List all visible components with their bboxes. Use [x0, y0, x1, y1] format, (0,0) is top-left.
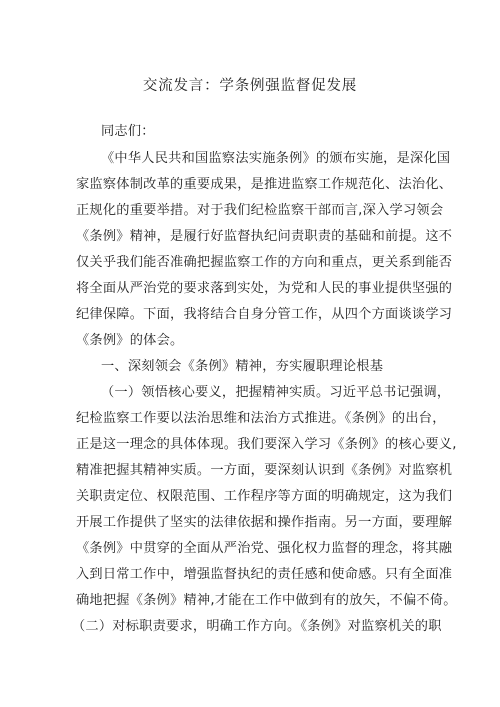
paragraph-line: 《条例》精神，是履行好监督执纪问责职责的基础和前提。这不: [76, 229, 453, 244]
paragraph-line: 《条例》中贯穿的全面从严治党、强化权力监督的理念，将其融: [76, 541, 453, 556]
paragraph-line: 《中华人民共和国监察法实施条例》的颁布实施，是深化国: [101, 151, 451, 166]
paragraph-line: 开展工作提供了坚实的法律依据和操作指南。另一方面，要理解: [76, 515, 453, 530]
paragraph-line: 关职责定位、权限范围、工作程序等方面的明确规定，这为我们: [76, 489, 453, 504]
paragraph-line: 纪律保障。下面，我将结合自身分管工作，从四个方面谈谈学习: [76, 307, 453, 322]
salutation: 同志们：: [101, 124, 155, 139]
document-title: 交流发言：学条例强监督促发展: [142, 78, 358, 94]
paragraph-line: 将全面从严治党的要求落到实处，为党和人民的事业提供坚强的: [76, 281, 453, 296]
section-heading: 一、深刻领会《条例》精神，夯实履职理论根基: [101, 359, 384, 374]
subsection-line: （二）对标职责要求，明确工作方向。《条例》对监察机关的职: [72, 619, 442, 634]
paragraph-line: 仅关乎我们能否准确把握监察工作的方向和重点，更关系到能否: [76, 255, 453, 270]
paragraph-line: 家监察体制改革的重要成果，是推进监察工作规范化、法治化、: [76, 177, 453, 192]
paragraph-line: 入到日常工作中，增强监督执纪的责任感和使命感。只有全面准: [76, 567, 453, 582]
subsection-line: （一）领悟核心要义，把握精神实质。习近平总书记强调，: [101, 385, 451, 400]
paragraph-line: 正是这一理念的具体体现。我们要深入学习《条例》的核心要义,: [76, 437, 457, 452]
paragraph-line: 精准把握其精神实质。一方面，要深刻认识到《条例》对监察机: [76, 463, 453, 478]
paragraph-line: 确地把握《条例》精神,才能在工作中做到有的放矢，不偏不倚。: [76, 593, 457, 608]
paragraph-line: 纪检监察工作要以法治思维和法治方式推进。《条例》的出台，: [76, 411, 446, 426]
paragraph-line: 《条例》的体会。: [76, 333, 184, 348]
paragraph-line: 正规化的重要举措。对于我们纪检监察干部而言,深入学习领会: [76, 203, 444, 218]
